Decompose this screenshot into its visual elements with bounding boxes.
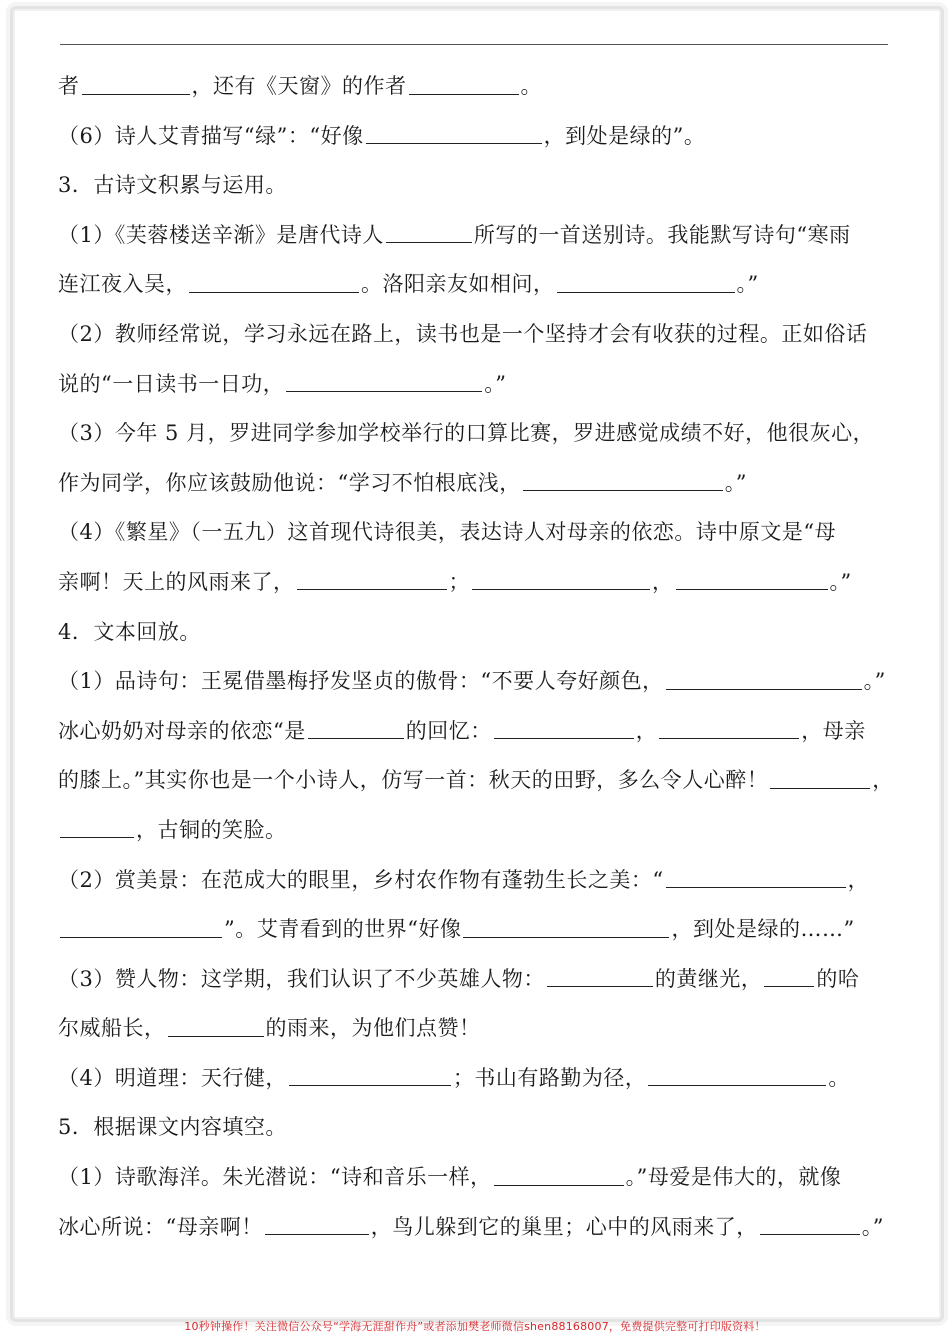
footer-notice: 10秒钟操作！关注微信公众号“学海无涯甜作舟”或者添加樊老师微信shen88168007，免费提供完整可打印版资料！: [184, 1320, 766, 1333]
text-segment: （3）赞人物：这学期，我们认识了不少英雄人物：: [58, 966, 545, 991]
fill-blank[interactable]: [760, 1233, 860, 1235]
fill-blank[interactable]: [659, 737, 799, 739]
fill-blank[interactable]: [386, 241, 472, 243]
text-line: [58, 211, 890, 261]
fill-blank[interactable]: [308, 737, 404, 739]
text-segment: （1）诗歌海洋。朱光潜说：“诗和音乐一样，: [58, 1165, 492, 1190]
text-segment: ，: [847, 867, 870, 892]
fill-blank[interactable]: [676, 588, 828, 590]
fill-blank[interactable]: [648, 1084, 826, 1086]
text-line: [58, 1054, 890, 1104]
text-segment: 冰心奶奶对母亲的依恋“是: [58, 718, 306, 743]
text-line: [58, 360, 890, 410]
fill-blank[interactable]: [494, 737, 634, 739]
text-segment: 。洛阳亲友如相问，: [361, 272, 555, 297]
fill-blank[interactable]: [463, 936, 669, 938]
fill-blank[interactable]: [547, 985, 653, 987]
text-segment: 的雨来，为他们点赞！: [265, 1016, 481, 1041]
fill-blank[interactable]: [189, 291, 359, 293]
text-segment: （4）明道理：天行健，: [58, 1065, 287, 1090]
text-line: [58, 459, 890, 509]
fill-blank[interactable]: [168, 1035, 264, 1037]
fill-blank[interactable]: [666, 688, 862, 690]
text-segment: 作为同学，你应该鼓励他说：“学习不怕根底浅，: [58, 470, 521, 495]
text-segment: 。: [520, 74, 542, 98]
text-line: [58, 1203, 890, 1253]
text-line: [58, 657, 890, 707]
text-segment: ；书山有路勤为径，: [452, 1065, 647, 1090]
text-segment: 。”: [829, 569, 852, 594]
text-segment: 说的“一日读书一日功，: [58, 371, 285, 396]
fill-blank[interactable]: [472, 588, 650, 590]
text-segment: ，到处是绿的……”: [671, 917, 855, 942]
fill-blank[interactable]: [494, 1184, 624, 1186]
text-segment: ，鸟儿躲到它的巢里；心中的风雨来了，: [370, 1214, 758, 1239]
header-rule: [60, 44, 888, 45]
text-line: [58, 62, 890, 112]
text-segment: （2）教师经常说，学习永远在路上，读书也是一个坚持才会有收获的过程。正如俗话: [58, 321, 868, 346]
text-segment: 所写的一首送别诗。我能默写诗句“寒雨: [473, 222, 851, 247]
text-segment: ；: [448, 569, 470, 594]
text-segment: ，: [652, 569, 674, 594]
fill-blank[interactable]: [770, 787, 870, 789]
text-line: [58, 260, 890, 310]
fill-blank[interactable]: [265, 1233, 369, 1235]
text-line: [58, 310, 890, 360]
heading-text: 3．古诗文积累与运用。: [58, 173, 287, 198]
text-segment: 。”: [724, 470, 747, 495]
text-segment: ，到处是绿的”。: [543, 123, 706, 148]
text-segment: 。”: [863, 669, 886, 694]
text-segment: 冰心所说：“母亲啊！: [58, 1214, 263, 1239]
text-line: [58, 707, 890, 757]
text-segment: 的黄继光，: [654, 966, 763, 991]
fill-blank[interactable]: [60, 836, 134, 838]
fill-blank[interactable]: [409, 93, 519, 95]
text-segment: 。”母爱是伟大的，就像: [625, 1165, 842, 1190]
text-segment: （4）《繁星》（一五九）这首现代诗很美，表达诗人对母亲的依恋。诗中原文是“母: [58, 520, 837, 545]
section-heading: [58, 1103, 890, 1153]
text-line: [58, 409, 890, 459]
text-segment: （1）品诗句：王冕借墨梅抒发坚贞的傲骨：“不要人夸好颜色，: [58, 669, 664, 694]
fill-blank[interactable]: [297, 588, 447, 590]
text-segment: ，还有《天窗》的作者: [191, 74, 407, 98]
text-segment: 连江夜入吴，: [58, 272, 187, 297]
section-heading: [58, 608, 890, 658]
worksheet-body: [58, 62, 894, 1252]
text-line: [58, 112, 890, 162]
heading-text: 5．根据课文内容填空。: [58, 1115, 287, 1140]
text-line: [58, 806, 890, 856]
text-segment: ，: [635, 718, 658, 743]
text-segment: 的膝上。”其实你也是一个小诗人，仿写一首：秋天的田野，多么令人心醉！: [58, 768, 769, 793]
text-segment: 。”: [736, 272, 759, 297]
fill-blank[interactable]: [60, 936, 222, 938]
fill-blank[interactable]: [82, 93, 190, 95]
text-line: [58, 905, 890, 955]
text-segment: ，: [872, 768, 894, 793]
text-line: [58, 856, 890, 906]
fill-blank[interactable]: [366, 142, 542, 144]
text-segment: ，古铜的笑脸。: [136, 817, 287, 842]
text-segment: 尔威船长，: [58, 1016, 166, 1041]
text-segment: （2）赏美景：在范成大的眼里，乡村农作物有蓬勃生长之美：“: [58, 867, 664, 892]
text-segment: ，母亲: [801, 718, 866, 743]
fill-blank[interactable]: [557, 291, 735, 293]
text-segment: （3）今年 5 月，罗进同学参加学校举行的口算比赛，罗进感觉成绩不好，他很灰心，: [58, 421, 875, 446]
text-segment: （6）诗人艾青描写“绿”：“好像: [58, 123, 364, 148]
text-line: [58, 756, 894, 806]
fill-blank[interactable]: [286, 390, 482, 392]
text-line: [58, 508, 890, 558]
fill-blank[interactable]: [764, 985, 814, 987]
text-segment: 。”: [861, 1214, 884, 1239]
text-line: [58, 1004, 890, 1054]
text-segment: （1）《芙蓉楼送辛渐》是唐代诗人: [58, 222, 384, 247]
text-segment: 的哈: [816, 966, 860, 991]
text-segment: 者: [58, 74, 80, 98]
text-segment: 的回忆：: [405, 718, 492, 743]
text-line: [58, 955, 890, 1005]
text-segment: 。”: [484, 371, 507, 396]
text-line: [58, 1153, 890, 1203]
fill-blank[interactable]: [289, 1084, 451, 1086]
fill-blank[interactable]: [666, 886, 846, 888]
section-heading: [58, 161, 890, 211]
text-segment: 。: [828, 1065, 850, 1090]
text-line: [58, 558, 890, 608]
heading-text: 4．文本回放。: [58, 619, 201, 644]
fill-blank[interactable]: [523, 489, 723, 491]
text-segment: ”。艾青看到的世界“好像: [224, 917, 462, 942]
text-segment: 亲啊！天上的风雨来了，: [58, 569, 295, 594]
